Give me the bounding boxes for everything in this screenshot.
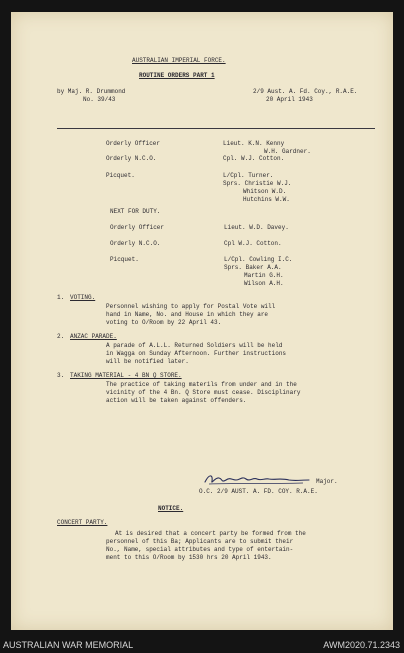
- next-role-orderly-nco: Orderly N.C.O.: [110, 240, 161, 247]
- unit-name: 2/9 Aust. A. Fd. Coy., R.A.E.: [253, 88, 358, 95]
- by-line: by Maj. R. Drummond: [57, 88, 126, 95]
- duty-name: W.H. Gardner.: [264, 148, 311, 155]
- notice-text: ment to this O/Room by 1530 hrs 20 April 1943.: [106, 554, 272, 561]
- item-text: hand in Name, No. and House in which they are: [106, 311, 269, 318]
- footer-accession-number: AWM2020.71.2343: [323, 640, 400, 650]
- duty-name: Whitson W.D.: [243, 188, 287, 195]
- item-text: Personnel wishing to apply for Postal Vote will: [106, 303, 276, 310]
- signature-title: O.C. 2/9 AUST. A. FD. COY. R.A.E.: [199, 488, 318, 495]
- order-number: No. 39/43: [83, 96, 116, 103]
- item-title-voting: VOTING.: [70, 294, 96, 301]
- item-number: 3.: [57, 372, 65, 379]
- order-date: 20 April 1943: [266, 96, 313, 103]
- orders-title: ROUTINE ORDERS PART 1: [139, 72, 215, 79]
- item-title-taking-material: TAKING MATERIAL - 4 BN Q STORE.: [70, 372, 182, 379]
- duty-role-orderly-nco: Orderly N.C.O.: [106, 155, 157, 162]
- duty-name: Hutchins W.W.: [243, 196, 290, 203]
- item-number: 2.: [57, 333, 65, 340]
- next-name: Wilson A.H.: [244, 280, 284, 287]
- item-text: action will be taken against offenders.: [106, 397, 247, 404]
- handwritten-signature: [203, 471, 313, 487]
- signature-rank: Major.: [316, 478, 338, 485]
- notice-text: personnel of this Ba; Applicants are to submit their: [106, 538, 294, 545]
- duty-name: L/Cpl. Turner.: [223, 172, 274, 179]
- duty-name: Sprs. Christie W.J.: [223, 180, 292, 187]
- next-name: Cpl W.J. Cotton.: [224, 240, 282, 247]
- item-text: in Wagga on Sunday Afternoon. Further instructions: [106, 350, 287, 357]
- duty-name: Cpl. W.J. Cotton.: [223, 155, 285, 162]
- duty-role-orderly-officer: Orderly Officer: [106, 140, 161, 147]
- next-name: Sprs. Baker A.A.: [224, 264, 282, 271]
- footer-institution: AUSTRALIAN WAR MEMORIAL: [3, 640, 134, 650]
- duty-role-picquet: Picquet.: [106, 172, 135, 179]
- item-text: vicinity of the 4 Bn. Q Store must cease. Disciplinary: [106, 389, 301, 396]
- item-text: voting to O/Room by 22 April 43.: [106, 319, 222, 326]
- item-text: will be notified later.: [106, 358, 189, 365]
- duty-name: Lieut. K.N. Kenny: [223, 140, 285, 147]
- force-heading: AUSTRALIAN IMPERIAL FORCE.: [132, 57, 226, 64]
- next-name: Lieut. W.D. Davey.: [224, 224, 289, 231]
- next-for-duty-heading: NEXT FOR DUTY.: [110, 208, 161, 215]
- item-number: 1.: [57, 294, 65, 301]
- notice-text: No., Name, special attributes and type of entertain-: [106, 546, 294, 553]
- notice-title: CONCERT PARTY.: [57, 519, 108, 526]
- next-role-orderly-officer: Orderly Officer: [110, 224, 165, 231]
- next-name: Martin G.H.: [244, 272, 284, 279]
- item-title-anzac-parade: ANZAC PARADE.: [70, 333, 117, 340]
- notice-text: At is desired that a concert party be formed from the: [115, 530, 306, 537]
- notice-heading: NOTICE.: [158, 505, 184, 512]
- item-text: A parade of A.L.L. Returned Soldiers will be held: [106, 342, 283, 349]
- next-role-picquet: Picquet.: [110, 256, 139, 263]
- item-text: The practice of taking materils from under and in the: [106, 381, 297, 388]
- header-divider: [57, 128, 375, 129]
- next-name: L/Cpl. Cowling I.C.: [224, 256, 293, 263]
